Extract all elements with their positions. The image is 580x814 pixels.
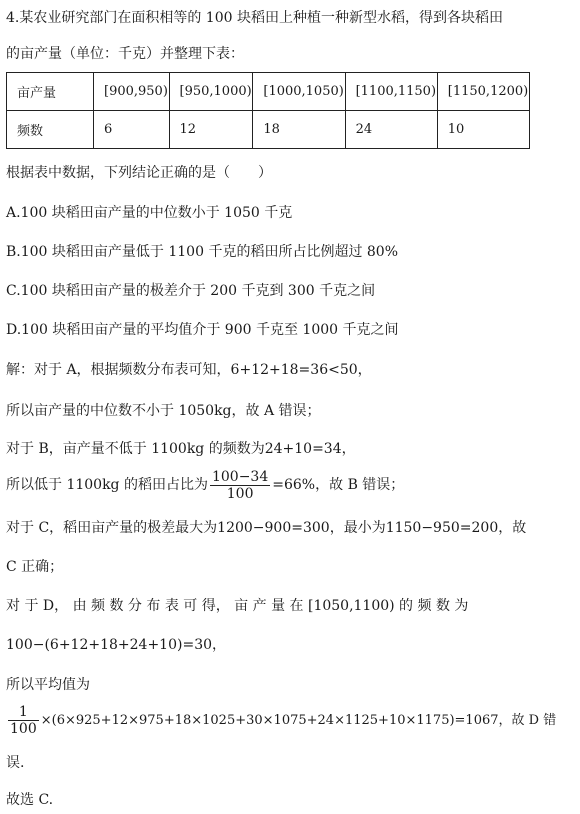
- solution-line-3: 对于 B，亩产量不低于 1100kg 的频数为24+10=34，: [6, 441, 356, 457]
- fraction-denominator: 100: [226, 485, 254, 502]
- table-cell: [1100,1150): [345, 73, 437, 111]
- solution-line-7: 对 于 D， 由 频 数 分 布 表 可 得， 亩 产 量 在 [1050,1100) 的 频 数 为: [6, 598, 469, 614]
- question-prompt: 根据表中数据，下列结论正确的是（ ）: [6, 165, 272, 181]
- fraction-numerator: 100−34: [211, 468, 269, 485]
- fraction: [8, 704, 39, 737]
- fraction-numerator: 1: [8, 704, 39, 721]
- table-cell: [1000,1050): [253, 73, 345, 111]
- solution-text: ×(6×925+12×975+18×1025+30×1075+24×1125+10×1175)=1067，故 D 错: [40, 713, 557, 728]
- solution-line-11: 误.: [6, 755, 25, 771]
- fraction: [210, 469, 270, 502]
- solution-line-8: 100−(6+12+18+24+10)=30，: [6, 637, 227, 653]
- table-cell: 24: [345, 111, 437, 149]
- solution-line-2: 所以亩产量的中位数不小于 1050kg，故 A 错误；: [6, 403, 321, 419]
- fraction-denominator: 100: [10, 720, 37, 737]
- option-d: D.100 块稻田亩产量的平均值介于 900 千克至 1000 千克之间: [6, 322, 399, 338]
- question-line-1: 4.某农业研究部门在面积相等的 100 块稻田上种植一种新型水稻，得到各块稻田: [6, 10, 503, 26]
- table-cell: 12: [169, 111, 253, 149]
- frequency-table: [6, 72, 530, 149]
- table-row: [7, 73, 530, 111]
- question-line-2: 的亩产量（单位：千克）并整理下表：: [6, 46, 244, 62]
- solution-line-10: [6, 703, 556, 738]
- option-a: A.100 块稻田亩产量的中位数小于 1050 千克: [6, 205, 293, 221]
- table-cell: [950,1000): [169, 73, 253, 111]
- solution-line-9: 所以平均值为: [6, 677, 90, 693]
- solution-line-1: 解：对于 A，根据频数分布表可知，6+12+18=36<50，: [6, 362, 372, 378]
- solution-line-5: 对于 C，稻田亩产量的极差最大为1200−900=300，最小为1150−950=200，故: [6, 520, 527, 536]
- solution-line-4: [6, 468, 404, 502]
- table-cell: 10: [437, 111, 529, 149]
- solution-line-12: 故选 C.: [6, 792, 54, 808]
- option-b: B.100 块稻田亩产量低于 1100 千克的稻田所占比例超过 80%: [6, 244, 399, 260]
- solution-text: 所以低于 1100kg 的稻田占比为: [6, 477, 208, 493]
- table-cell: [1150,1200): [437, 73, 529, 111]
- table-row-label: 频数: [7, 111, 94, 149]
- table-cell: 6: [94, 111, 170, 149]
- option-c: C.100 块稻田亩产量的极差介于 200 千克到 300 千克之间: [6, 283, 376, 299]
- solution-text: =66%，故 B 错误；: [272, 477, 405, 493]
- table-cell: 18: [253, 111, 345, 149]
- table-cell: [900,950): [94, 73, 170, 111]
- solution-line-6: C 正确；: [6, 559, 64, 575]
- table-row: [7, 111, 530, 149]
- table-header-label: 亩产量: [7, 73, 94, 111]
